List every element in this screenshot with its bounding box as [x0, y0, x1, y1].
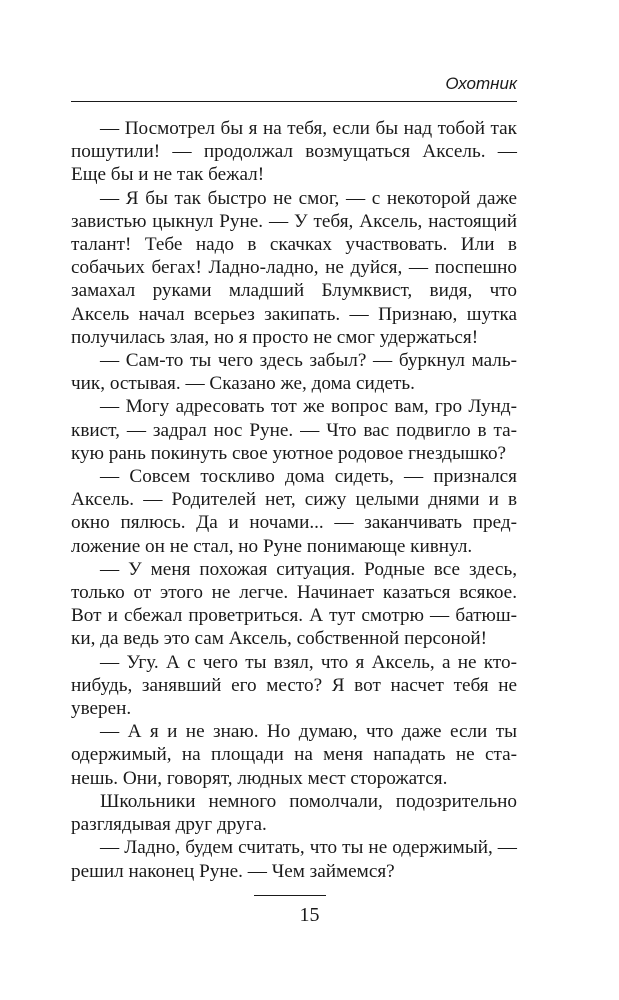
paragraph: — Сам-то ты чего здесь забыл? — буркнул мальчик, остывая. — Сказано же, дома сидеть. [71, 350, 517, 395]
running-head: Охотник [445, 74, 517, 93]
footer-rule [254, 895, 326, 896]
paragraph: — Посмотрел бы я на тебя, если бы над тобой так пошутили! — продолжал возмущаться Аксель. — Еще бы и не так бежал! [71, 118, 517, 186]
paragraph: — Ладно, будем считать, что ты не одержимый, — решил наконец Руне. — Чем займемся? [71, 837, 517, 882]
paragraph: — Угу. А с чего ты взял, что я Аксель, а не кто-нибудь, занявший его место? Я вот насчет тебя не уверен. [71, 651, 517, 720]
page-number: 15 [299, 904, 320, 926]
paragraph: Школьники немного помолчали, подозрительно разглядывая друг друга. [71, 790, 517, 836]
paragraph: — Могу адресовать тот же вопрос вам, гро Лундквист, — задрал нос Руне. — Что вас подвигло в такую рань покинуть свое уютное родовое гнездышко? [71, 396, 517, 464]
paragraph: — Совсем тоскливо дома сидеть, — признался Аксель. — Родителей нет, сижу целыми днями и в окно пялюсь. Да и ночами... — заканчивать предложение он не стал, но Руне понимающе кивнул. [71, 466, 517, 557]
paragraph: — Я бы так быстро не смог, — с некоторой даже завистью цыкнул Руне. — У тебя, Аксель, настоящий талант! Тебе надо в скачках участвовать. Или в собачьих бегах! Ладно-ладно, не дуйся, — поспешно замахал руками младший Блумквист, видя, что Аксель начал всерьез закипать. — Признаю, шутка получилась злая, но я просто не смог удержаться! [71, 187, 517, 348]
paragraph: — А я и не знаю. Но думаю, что даже если ты одержимый, на площади на меня нападать не станешь. Они, говорят, людных мест сторожатся. [71, 721, 517, 789]
body-text [71, 117, 517, 883]
paragraph: — У меня похожая ситуация. Родные все здесь, только от этого не легче. Начинает казаться всякое. Вот и сбежал проветриться. А тут смотрю — батюшки, да ведь это сам Аксель, собственной персоной! [71, 558, 517, 650]
header-rule [71, 101, 517, 102]
